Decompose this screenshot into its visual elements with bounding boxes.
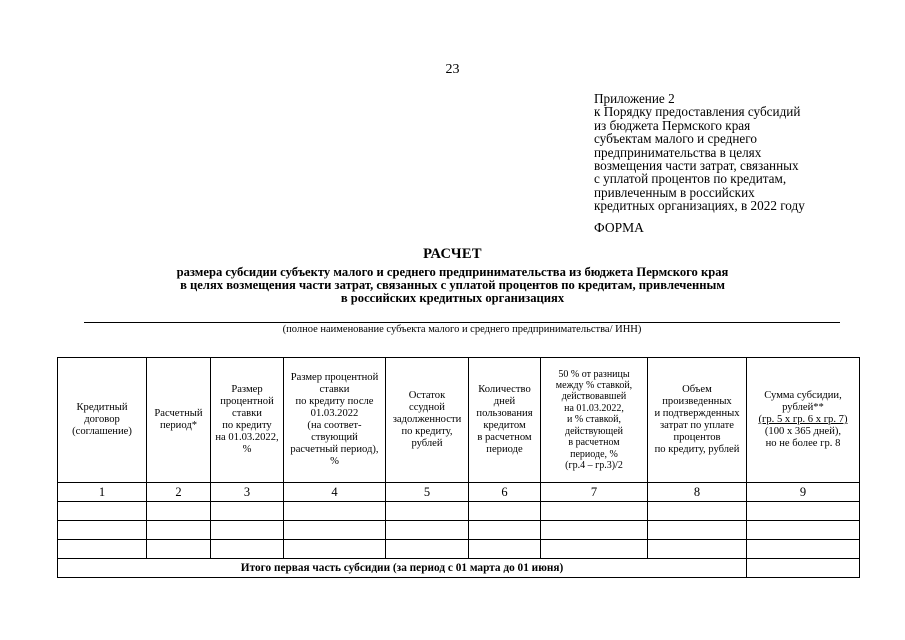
- table-cell[interactable]: [386, 502, 469, 521]
- header-text: в расчетном: [568, 437, 620, 449]
- table-cell[interactable]: [147, 521, 211, 540]
- document-title: РАСЧЕТ: [423, 246, 482, 262]
- header-text: по кредиту,: [401, 426, 453, 437]
- calculation-table: [57, 357, 860, 578]
- column-number: 2: [147, 483, 211, 502]
- column-number: 8: [648, 483, 747, 502]
- header-text: в расчетном: [477, 432, 532, 443]
- column-number: 7: [541, 483, 648, 502]
- header-text: затрат по уплате: [659, 420, 734, 431]
- table-cell[interactable]: [58, 540, 147, 559]
- table-row: [58, 540, 860, 559]
- header-text: на 01.03.2022,: [564, 402, 624, 414]
- appendix-line: предпринимательства в целях: [594, 144, 762, 160]
- table-cell[interactable]: [284, 540, 386, 559]
- header-text: Объем: [682, 384, 712, 395]
- table-cell[interactable]: [469, 540, 541, 559]
- appendix-line: из бюджета Пермского края: [594, 117, 751, 133]
- table-cell[interactable]: [469, 521, 541, 540]
- header-text: Остаток: [408, 390, 446, 401]
- name-fill-line[interactable]: [84, 322, 840, 323]
- header-cell: [747, 358, 860, 483]
- header-text: периоде, %: [570, 448, 618, 460]
- header-text: рублей**: [782, 402, 824, 413]
- header-text: периоде: [486, 444, 523, 455]
- header-text: договор: [84, 414, 120, 425]
- header-text: на 01.03.2022,: [215, 432, 279, 443]
- header-row: [58, 358, 860, 483]
- total-value-cell[interactable]: [747, 559, 860, 578]
- header-text: Расчетный: [154, 408, 203, 419]
- table-cell[interactable]: [58, 502, 147, 521]
- header-text: произведенных: [662, 396, 732, 407]
- column-number: 3: [211, 483, 284, 502]
- header-text: процентов: [673, 432, 721, 443]
- table-cell[interactable]: [211, 540, 284, 559]
- header-text: (на соответ-: [307, 420, 362, 431]
- table-cell[interactable]: [541, 521, 648, 540]
- table-cell[interactable]: [648, 502, 747, 521]
- subtitle-line: в целях возмещения части затрат, связанных с уплатой процентов по кредитам, привлеченным: [180, 278, 725, 293]
- header-text: между % ставкой,: [555, 380, 633, 392]
- appendix-line: привлеченным в российских: [594, 184, 755, 200]
- table-row: [58, 521, 860, 540]
- table-cell[interactable]: [386, 521, 469, 540]
- header-text: Размер: [231, 384, 263, 395]
- header-text: период*: [159, 420, 198, 431]
- name-caption: (полное наименование субъекта малого и среднего предпринимательства/ ИНН): [282, 324, 642, 335]
- table-cell[interactable]: [541, 502, 648, 521]
- header-text-numerator: (гр. 5 х гр. 6 х гр. 7): [758, 414, 848, 425]
- table-row: [58, 502, 860, 521]
- header-text: пользования: [476, 408, 533, 419]
- appendix-line: Приложение 2: [594, 91, 675, 106]
- column-number-row: [58, 483, 860, 502]
- header-text: 01.03.2022: [310, 408, 359, 419]
- header-text: расчетный период),: [290, 444, 379, 455]
- header-text: рублей: [411, 438, 443, 449]
- table-cell[interactable]: [147, 502, 211, 521]
- header-text: и % ставкой,: [567, 414, 621, 426]
- table-cell[interactable]: [58, 521, 147, 540]
- document-subtitle: [40, 266, 865, 306]
- header-text: (гр.4 – гр.3)/2: [565, 459, 623, 471]
- column-number: 1: [58, 483, 147, 502]
- appendix-line: кредитных организациях, в 2022 году: [594, 198, 805, 214]
- header-text: Сумма субсидии,: [764, 390, 842, 401]
- table-cell[interactable]: [211, 502, 284, 521]
- header-text: (соглашение): [72, 426, 132, 437]
- header-cell: [211, 358, 284, 483]
- header-text: действующей: [564, 425, 624, 437]
- header-text: кредитом: [483, 420, 526, 431]
- header-cell: [386, 358, 469, 483]
- table-cell[interactable]: [284, 521, 386, 540]
- header-text: %: [330, 456, 339, 467]
- page-number: 23: [445, 62, 460, 77]
- header-text: действовавшей: [561, 391, 627, 403]
- total-row: [58, 559, 860, 578]
- header-text: процентной: [220, 396, 274, 407]
- form-label: ФОРМА: [594, 220, 644, 235]
- header-cell: [147, 358, 211, 483]
- appendix-line: возмещения части затрат, связанных: [594, 158, 799, 174]
- table-cell[interactable]: [747, 540, 860, 559]
- header-text: но не более гр. 8: [765, 438, 841, 449]
- header-text: Количество: [478, 384, 531, 395]
- appendix-line: к Порядку предоставления субсидий: [594, 104, 801, 120]
- appendix-line: с уплатой процентов по кредитам,: [594, 171, 787, 187]
- table-cell[interactable]: [386, 540, 469, 559]
- header-cell: [284, 358, 386, 483]
- table-cell[interactable]: [747, 521, 860, 540]
- table-cell[interactable]: [747, 502, 860, 521]
- table-cell[interactable]: [541, 540, 648, 559]
- column-number: 4: [284, 483, 386, 502]
- header-text: по кредиту после: [295, 396, 374, 407]
- header-cell: [648, 358, 747, 483]
- header-text: (100 х 365 дней),: [764, 426, 842, 437]
- header-text: и подтвержденных: [654, 408, 740, 419]
- column-number: 6: [469, 483, 541, 502]
- header-text: %: [242, 444, 252, 455]
- column-number: 9: [747, 483, 860, 502]
- total-label: Итого первая часть субсидии (за период с 01 марта до 01 июня): [58, 559, 747, 578]
- header-cell: [541, 358, 648, 483]
- header-text: ставки: [319, 384, 350, 395]
- header-text: по кредиту: [222, 420, 272, 431]
- header-text: по кредиту, рублей: [654, 444, 740, 455]
- table-cell[interactable]: [147, 540, 211, 559]
- header-text: ставки: [232, 408, 262, 419]
- header-text: Размер процентной: [290, 372, 379, 383]
- table-cell[interactable]: [211, 521, 284, 540]
- appendix-header: [594, 92, 894, 213]
- header-text: ссудной: [409, 402, 445, 413]
- header-text: ствующий: [311, 432, 358, 443]
- header-cell: [58, 358, 147, 483]
- appendix-line: субъектам малого и среднего: [594, 131, 757, 147]
- subtitle-line: в российских кредитных организациях: [340, 291, 565, 306]
- header-text: задолженности: [392, 414, 462, 425]
- header-text: 50 % от разницы: [558, 368, 630, 380]
- header-text: дней: [493, 396, 516, 407]
- header-text: Кредитный: [76, 402, 128, 413]
- table-cell[interactable]: [284, 502, 386, 521]
- table-cell[interactable]: [469, 502, 541, 521]
- table-cell[interactable]: [648, 540, 747, 559]
- column-number: 5: [386, 483, 469, 502]
- table-cell[interactable]: [648, 521, 747, 540]
- header-cell: [469, 358, 541, 483]
- subtitle-line: размера субсидии субъекту малого и среднего предпринимательства из бюджета Пермского края: [176, 265, 729, 279]
